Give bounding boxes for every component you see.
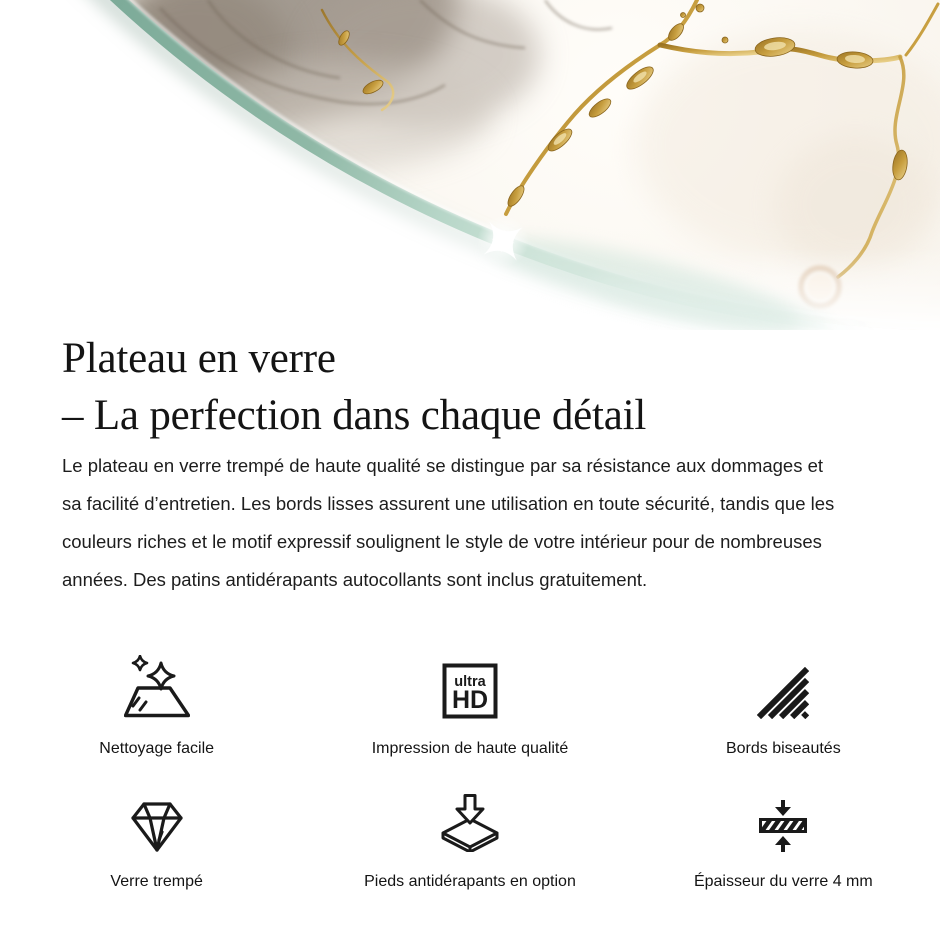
feature-easy-cleaning: [0, 653, 313, 758]
description-section: [0, 330, 940, 891]
feature-label: Bords biseautés: [725, 740, 841, 757]
svg-text:HD: HD: [451, 686, 489, 714]
feature-grid: [0, 653, 940, 891]
description-line: couleurs riches et le motif expressif soulignent le style de votre intérieur pour de nombreuses: [62, 531, 822, 552]
feature-anti-slip-pads: [313, 786, 626, 891]
description-line: Le plateau en verre trempé de haute qualité se distingue par sa résistance aux dommages et: [62, 455, 824, 476]
title-line-2: – La perfection dans chaque détail: [62, 392, 647, 439]
feature-label: Impression de haute qualité: [371, 740, 569, 757]
feature-label: Pieds antidérapants en option: [364, 873, 576, 890]
feature-hd-print: [313, 653, 626, 758]
feature-tempered-glass: [0, 786, 313, 891]
tempered-glass-icon: [131, 802, 183, 852]
feature-beveled-edges: [627, 653, 940, 758]
anti-slip-pads-icon: [440, 794, 500, 852]
title-line-1: Plateau en verre: [62, 335, 336, 382]
glass-tabletop-photo: [0, 0, 940, 330]
product-photo: [0, 0, 940, 330]
easy-cleaning-icon: [124, 655, 190, 719]
feature-label: Verre trempé: [110, 873, 203, 890]
ultra-hd-print-icon: [442, 663, 498, 719]
description-line: années. Des patins antidérapants autocollants sont inclus gratuitement.: [62, 569, 648, 590]
feature-label: Épaisseur du verre 4 mm: [693, 873, 873, 890]
glass-thickness-icon: [758, 800, 808, 852]
product-description-text: [62, 447, 878, 599]
svg-text:ultra: ultra: [454, 674, 486, 690]
description-line: sa facilité d’entretien. Les bords lisses assurent une utilisation en toute sécurité, tandis que les: [62, 493, 835, 514]
page-title: [62, 330, 878, 444]
beveled-edges-icon: [757, 667, 809, 719]
feature-glass-thickness: [627, 786, 940, 891]
feature-label: Nettoyage facile: [99, 740, 215, 757]
